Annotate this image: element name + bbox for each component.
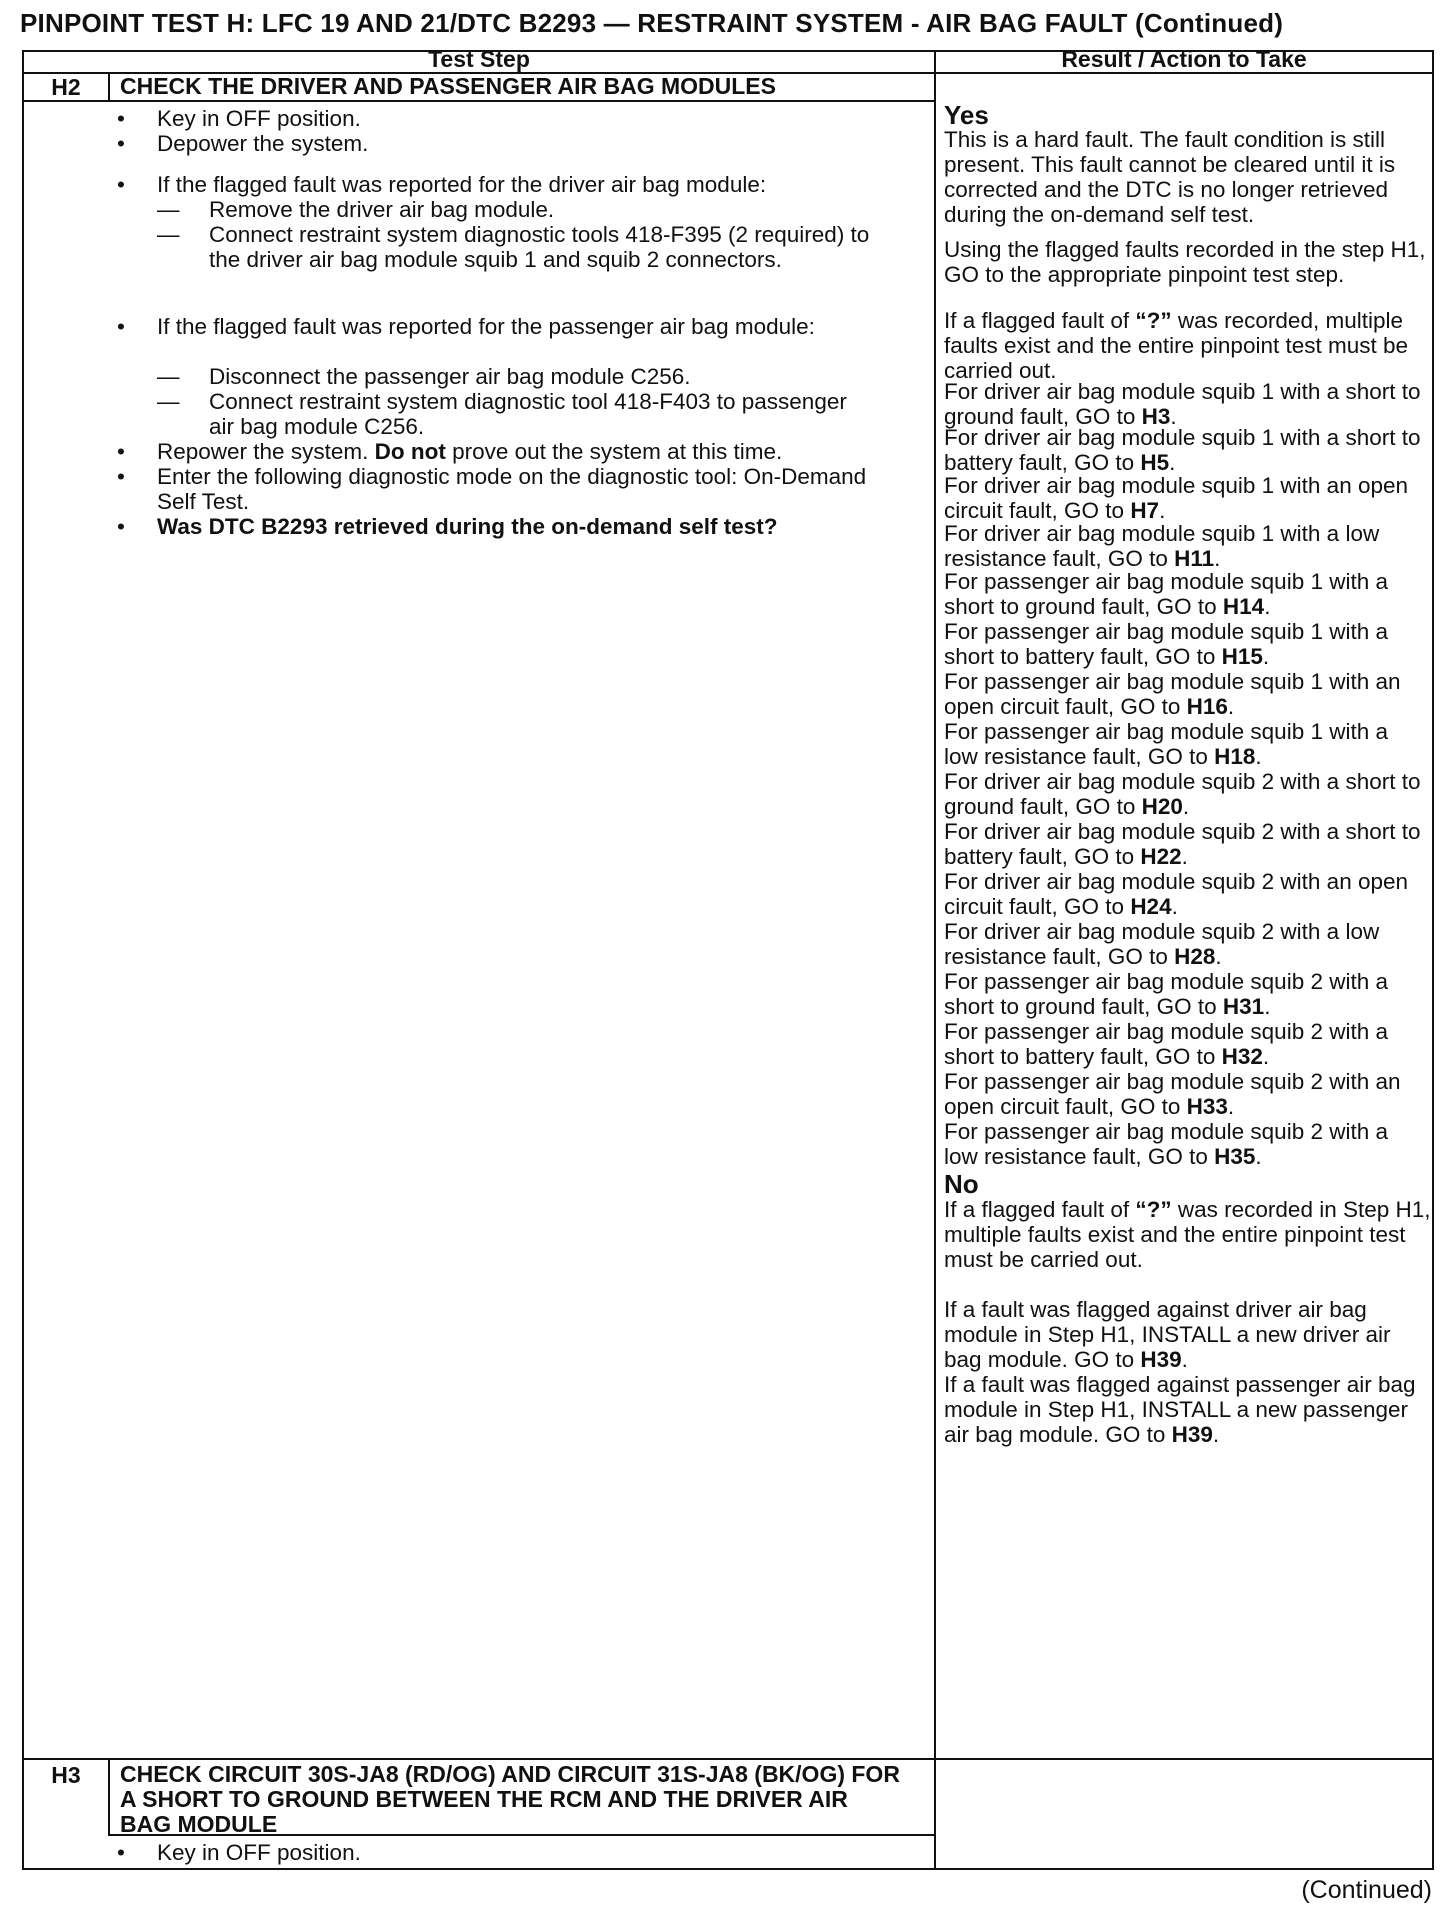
route-item: For driver air bag module squib 2 with an open circuit fault, GO to H24. xyxy=(944,869,1409,919)
list-item: • If the flagged fault was reported for the driver air bag module: xyxy=(117,172,767,197)
route-item: For driver air bag module squib 1 with a short to ground fault, GO to H3. xyxy=(944,379,1421,429)
route-item: For driver air bag module squib 1 with a low resistance fault, GO to H11. xyxy=(944,521,1380,571)
sub-list-item: — Remove the driver air bag module. xyxy=(157,197,555,222)
header-test-step: Test Step xyxy=(428,46,530,72)
h3-row-divider xyxy=(24,1758,1432,1760)
result-yes-text: This is a hard fault. The fault condition is still present. This fault cannot be cleared until it is corrected and the DTC is no longer retrieved during the on-demand self test. xyxy=(944,127,1396,227)
result-yes-label: Yes xyxy=(944,100,989,130)
result-no-text: If a fault was flagged against passenger air bag module in Step H1, INSTALL a new passenger air bag module. GO to H39. xyxy=(944,1372,1416,1447)
list-item: • If the flagged fault was reported for the passenger air bag module: xyxy=(117,314,815,339)
result-yes-text: If a flagged fault of “?” was recorded, multiple faults exist and the entire pinpoint test must be carried out. xyxy=(944,308,1409,383)
column-divider xyxy=(934,52,936,1868)
sub-list-item: — Connect restraint system diagnostic tool 418-F403 to passenger air bag module C256. xyxy=(157,389,847,439)
list-item: • Key in OFF position. xyxy=(117,1840,361,1865)
route-item: For passenger air bag module squib 1 with a short to ground fault, GO to H14. xyxy=(944,569,1389,619)
list-item: • Enter the following diagnostic mode on the diagnostic tool: On-Demand Self Test. xyxy=(117,464,867,514)
step-id-h2: H2 xyxy=(51,74,81,100)
route-item: For passenger air bag module squib 1 with an open circuit fault, GO to H16. xyxy=(944,669,1401,719)
header-result-action: Result / Action to Take xyxy=(1061,46,1307,72)
route-item: For passenger air bag module squib 1 with a low resistance fault, GO to H18. xyxy=(944,719,1389,769)
sub-list-item: — Connect restraint system diagnostic tools 418-F395 (2 required) to the driver air bag module squib 1 and squib 2 connectors. xyxy=(157,222,870,272)
pinpoint-test-table xyxy=(22,46,1434,1870)
route-item: For driver air bag module squib 2 with a short to ground fault, GO to H20. xyxy=(944,769,1421,819)
continued-footer: (Continued) xyxy=(1301,1876,1432,1904)
result-yes-text: Using the flagged faults recorded in the step H1, GO to the appropriate pinpoint test step. xyxy=(944,237,1426,287)
list-item: • Depower the system. xyxy=(117,131,369,156)
list-item: • Repower the system. Do not prove out the system at this time. xyxy=(117,439,783,464)
sub-list-item: — Disconnect the passenger air bag module C256. xyxy=(157,364,691,389)
list-item: • Was DTC B2293 retrieved during the on-demand self test? xyxy=(117,514,778,539)
step-title-h3: CHECK CIRCUIT 30S-JA8 (RD/OG) AND CIRCUIT 31S-JA8 (BK/OG) FOR A SHORT TO GROUND BETWEEN THE RCM AND THE DRIVER AIR BAG MODULE xyxy=(120,1761,900,1837)
result-no-label: No xyxy=(944,1169,979,1199)
step-title-h2: CHECK THE DRIVER AND PASSENGER AIR BAG MODULES xyxy=(120,73,776,99)
route-item: For passenger air bag module squib 2 with a short to battery fault, GO to H32. xyxy=(944,1019,1389,1069)
id-column-divider xyxy=(108,72,110,100)
route-item: For passenger air bag module squib 2 with an open circuit fault, GO to H33. xyxy=(944,1069,1401,1119)
route-item: For driver air bag module squib 1 with a short to battery fault, GO to H5. xyxy=(944,425,1421,475)
result-no-text: If a fault was flagged against driver air bag module in Step H1, INSTALL a new driver air bag module. GO to H39. xyxy=(944,1297,1391,1372)
result-no-text: If a flagged fault of “?” was recorded in Step H1, multiple faults exist and the entire pinpoint test must be carried out. xyxy=(944,1197,1431,1272)
h2-title-divider xyxy=(24,100,934,102)
list-item: • Key in OFF position. xyxy=(117,106,361,131)
route-item: For passenger air bag module squib 1 with a short to battery fault, GO to H15. xyxy=(944,619,1389,669)
step-id-h3: H3 xyxy=(51,1762,81,1788)
page-title: PINPOINT TEST H: LFC 19 AND 21/DTC B2293 — RESTRAINT SYSTEM - AIR BAG FAULT (Continued) xyxy=(20,8,1284,38)
route-item: For driver air bag module squib 2 with a short to battery fault, GO to H22. xyxy=(944,819,1421,869)
route-item: For passenger air bag module squib 2 with a short to ground fault, GO to H31. xyxy=(944,969,1389,1019)
route-item: For passenger air bag module squib 2 with a low resistance fault, GO to H35. xyxy=(944,1119,1389,1169)
route-item: For driver air bag module squib 1 with an open circuit fault, GO to H7. xyxy=(944,473,1409,523)
id-column-divider xyxy=(108,1758,110,1834)
route-item: For driver air bag module squib 2 with a low resistance fault, GO to H28. xyxy=(944,919,1380,969)
